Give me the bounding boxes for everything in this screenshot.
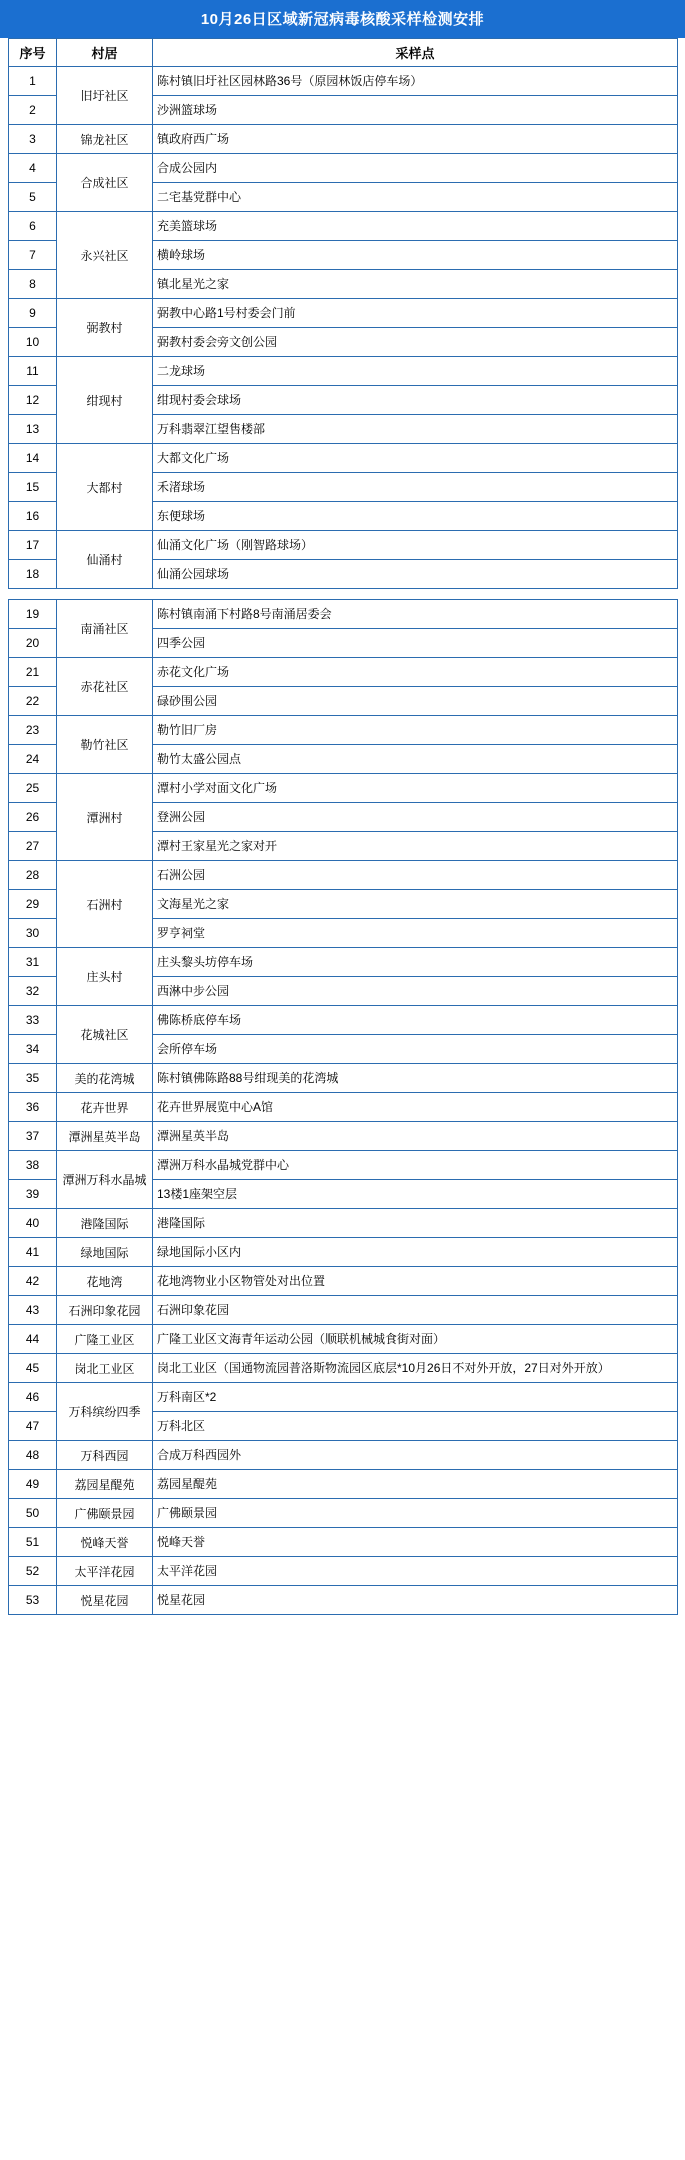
row-number: 31	[9, 948, 57, 977]
table-row	[9, 1325, 678, 1354]
table-row	[9, 1006, 678, 1035]
sampling-site: 万科南区*2	[153, 1383, 678, 1412]
sampling-site: 沙洲篮球场	[153, 96, 678, 125]
sampling-site: 弼教中心路1号村委会门前	[153, 299, 678, 328]
schedule-table	[8, 38, 678, 589]
table-row	[9, 1499, 678, 1528]
sampling-site: 悦星花园	[153, 1586, 678, 1615]
row-number: 48	[9, 1441, 57, 1470]
village-name: 万科缤纷四季	[57, 1383, 153, 1441]
sampling-site: 镇北星光之家	[153, 270, 678, 299]
village-name: 潭洲星英半岛	[57, 1122, 153, 1151]
village-name: 合成社区	[57, 154, 153, 212]
row-number: 35	[9, 1064, 57, 1093]
village-name: 石洲印象花园	[57, 1296, 153, 1325]
row-number: 8	[9, 270, 57, 299]
table-row	[9, 600, 678, 629]
sampling-site: 潭洲万科水晶城党群中心	[153, 1151, 678, 1180]
village-name: 绀现村	[57, 357, 153, 444]
row-number: 21	[9, 658, 57, 687]
village-name: 花城社区	[57, 1006, 153, 1064]
row-number: 49	[9, 1470, 57, 1499]
village-name: 旧圩社区	[57, 67, 153, 125]
village-name: 南涌社区	[57, 600, 153, 658]
row-number: 9	[9, 299, 57, 328]
column-header: 采样点	[153, 39, 678, 67]
village-name: 永兴社区	[57, 212, 153, 299]
table-row	[9, 67, 678, 96]
sampling-site: 陈村镇旧圩社区园林路36号（原园林饭店停车场）	[153, 67, 678, 96]
table-row	[9, 1354, 678, 1383]
sampling-site: 仙涌文化广场（刚智路球场）	[153, 531, 678, 560]
row-number: 44	[9, 1325, 57, 1354]
table-row	[9, 125, 678, 154]
table-row	[9, 1238, 678, 1267]
row-number: 26	[9, 803, 57, 832]
sampling-site: 镇政府西广场	[153, 125, 678, 154]
village-name: 悦星花园	[57, 1586, 153, 1615]
row-number: 39	[9, 1180, 57, 1209]
row-number: 1	[9, 67, 57, 96]
sampling-site: 万科北区	[153, 1412, 678, 1441]
row-number: 51	[9, 1528, 57, 1557]
row-number: 41	[9, 1238, 57, 1267]
sampling-site: 四季公园	[153, 629, 678, 658]
row-number: 29	[9, 890, 57, 919]
sampling-site: 花地湾物业小区物管处对出位置	[153, 1267, 678, 1296]
sampling-site: 潭村小学对面文化广场	[153, 774, 678, 803]
sampling-site: 石洲印象花园	[153, 1296, 678, 1325]
sampling-site: 禾渚球场	[153, 473, 678, 502]
row-number: 12	[9, 386, 57, 415]
sampling-site: 陈村镇南涌下村路8号南涌居委会	[153, 600, 678, 629]
sampling-site: 港隆国际	[153, 1209, 678, 1238]
table-row	[9, 444, 678, 473]
table-header-row	[9, 39, 678, 67]
sampling-site: 充美篮球场	[153, 212, 678, 241]
sampling-site: 二龙球场	[153, 357, 678, 386]
table-row	[9, 1093, 678, 1122]
row-number: 28	[9, 861, 57, 890]
table-row	[9, 1383, 678, 1412]
village-name: 广佛颐景园	[57, 1499, 153, 1528]
sampling-site: 二宅基党群中心	[153, 183, 678, 212]
village-name: 悦峰天誉	[57, 1528, 153, 1557]
row-number: 53	[9, 1586, 57, 1615]
village-name: 潭洲村	[57, 774, 153, 861]
sampling-site: 勒竹旧厂房	[153, 716, 678, 745]
table-row	[9, 212, 678, 241]
table-row	[9, 1296, 678, 1325]
row-number: 20	[9, 629, 57, 658]
row-number: 17	[9, 531, 57, 560]
table-row	[9, 1267, 678, 1296]
schedule-tables	[0, 38, 685, 1615]
sampling-site: 登洲公园	[153, 803, 678, 832]
table-row	[9, 861, 678, 890]
row-number: 24	[9, 745, 57, 774]
table-row	[9, 1441, 678, 1470]
row-number: 33	[9, 1006, 57, 1035]
row-number: 50	[9, 1499, 57, 1528]
table-row	[9, 774, 678, 803]
table-row	[9, 154, 678, 183]
village-name: 荔园星醍苑	[57, 1470, 153, 1499]
table-row	[9, 1122, 678, 1151]
row-number: 42	[9, 1267, 57, 1296]
row-number: 11	[9, 357, 57, 386]
village-name: 仙涌村	[57, 531, 153, 589]
sampling-site: 弼教村委会旁文创公园	[153, 328, 678, 357]
sampling-site: 大都文化广场	[153, 444, 678, 473]
sampling-site: 悦峰天誉	[153, 1528, 678, 1557]
row-number: 14	[9, 444, 57, 473]
village-name: 庄头村	[57, 948, 153, 1006]
row-number: 34	[9, 1035, 57, 1064]
sampling-site: 佛陈桥底停车场	[153, 1006, 678, 1035]
table-row	[9, 948, 678, 977]
table-row	[9, 357, 678, 386]
sampling-site: 绿地国际小区内	[153, 1238, 678, 1267]
sampling-site: 潭洲星英半岛	[153, 1122, 678, 1151]
row-number: 7	[9, 241, 57, 270]
village-name: 石洲村	[57, 861, 153, 948]
sampling-site: 东便球场	[153, 502, 678, 531]
sampling-site: 陈村镇佛陈路88号绀现美的花湾城	[153, 1064, 678, 1093]
row-number: 3	[9, 125, 57, 154]
row-number: 38	[9, 1151, 57, 1180]
row-number: 43	[9, 1296, 57, 1325]
table-row	[9, 1586, 678, 1615]
row-number: 25	[9, 774, 57, 803]
village-name: 港隆国际	[57, 1209, 153, 1238]
village-name: 花地湾	[57, 1267, 153, 1296]
table-row	[9, 1151, 678, 1180]
table-row	[9, 1064, 678, 1093]
row-number: 30	[9, 919, 57, 948]
village-name: 弼教村	[57, 299, 153, 357]
sampling-site: 万科翡翠江望售楼部	[153, 415, 678, 444]
sampling-site: 岗北工业区（国通物流园普洛斯物流园区底层*10月26日不对外开放，27日对外开放）	[153, 1354, 678, 1383]
sampling-site: 绀现村委会球场	[153, 386, 678, 415]
row-number: 10	[9, 328, 57, 357]
sampling-site: 合成万科西园外	[153, 1441, 678, 1470]
village-name: 美的花湾城	[57, 1064, 153, 1093]
row-number: 40	[9, 1209, 57, 1238]
table-row	[9, 1470, 678, 1499]
sampling-site: 荔园星醍苑	[153, 1470, 678, 1499]
row-number: 37	[9, 1122, 57, 1151]
sampling-site: 仙涌公园球场	[153, 560, 678, 589]
row-number: 13	[9, 415, 57, 444]
village-name: 绿地国际	[57, 1238, 153, 1267]
village-name: 赤花社区	[57, 658, 153, 716]
row-number: 52	[9, 1557, 57, 1586]
row-number: 6	[9, 212, 57, 241]
table-row	[9, 1557, 678, 1586]
table-row	[9, 531, 678, 560]
village-name: 锦龙社区	[57, 125, 153, 154]
sampling-site: 赤花文化广场	[153, 658, 678, 687]
sampling-site: 庄头黎头坊停车场	[153, 948, 678, 977]
village-name: 勒竹社区	[57, 716, 153, 774]
table-row	[9, 299, 678, 328]
row-number: 2	[9, 96, 57, 125]
row-number: 36	[9, 1093, 57, 1122]
sampling-site: 会所停车场	[153, 1035, 678, 1064]
column-header: 村居	[57, 39, 153, 67]
table-row	[9, 1528, 678, 1557]
sampling-site: 勒竹太盛公园点	[153, 745, 678, 774]
row-number: 45	[9, 1354, 57, 1383]
village-name: 花卉世界	[57, 1093, 153, 1122]
sampling-site: 碌砂围公园	[153, 687, 678, 716]
sampling-site: 罗亨祠堂	[153, 919, 678, 948]
village-name: 岗北工业区	[57, 1354, 153, 1383]
village-name: 潭洲万科水晶城	[57, 1151, 153, 1209]
sampling-site: 花卉世界展览中心A馆	[153, 1093, 678, 1122]
row-number: 15	[9, 473, 57, 502]
sampling-site: 横岭球场	[153, 241, 678, 270]
sampling-site: 广佛颐景园	[153, 1499, 678, 1528]
sampling-site: 广隆工业区文海青年运动公园（顺联机械城食街对面）	[153, 1325, 678, 1354]
sampling-site: 太平洋花园	[153, 1557, 678, 1586]
row-number: 27	[9, 832, 57, 861]
sampling-site: 合成公园内	[153, 154, 678, 183]
sampling-site: 潭村王家星光之家对开	[153, 832, 678, 861]
table-gap	[0, 589, 685, 599]
column-header: 序号	[9, 39, 57, 67]
row-number: 16	[9, 502, 57, 531]
row-number: 19	[9, 600, 57, 629]
row-number: 5	[9, 183, 57, 212]
table-row	[9, 1209, 678, 1238]
village-name: 广隆工业区	[57, 1325, 153, 1354]
row-number: 47	[9, 1412, 57, 1441]
row-number: 18	[9, 560, 57, 589]
row-number: 32	[9, 977, 57, 1006]
row-number: 23	[9, 716, 57, 745]
sampling-site: 西淋中步公园	[153, 977, 678, 1006]
sampling-site: 13楼1座架空层	[153, 1180, 678, 1209]
sampling-site: 文海星光之家	[153, 890, 678, 919]
table-row	[9, 658, 678, 687]
table-row	[9, 716, 678, 745]
village-name: 万科西园	[57, 1441, 153, 1470]
sampling-site: 石洲公园	[153, 861, 678, 890]
row-number: 4	[9, 154, 57, 183]
page-title: 10月26日区域新冠病毒核酸采样检测安排	[0, 0, 685, 38]
row-number: 22	[9, 687, 57, 716]
schedule-table	[8, 599, 678, 1615]
row-number: 46	[9, 1383, 57, 1412]
village-name: 太平洋花园	[57, 1557, 153, 1586]
village-name: 大都村	[57, 444, 153, 531]
